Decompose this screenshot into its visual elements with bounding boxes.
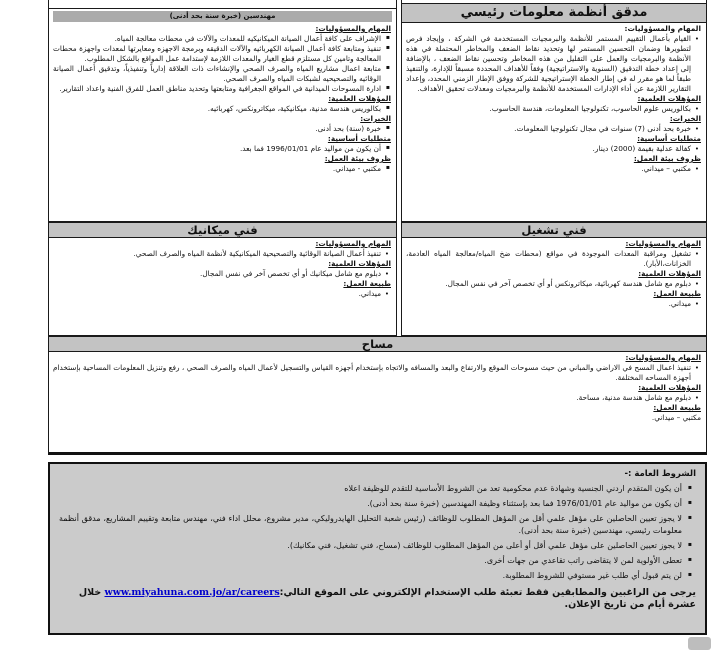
work-environment-heading: ظروف بيئة العمل:: [633, 154, 701, 163]
duty-item: • القيام بأعمال التقييم المستمر للأنظمة والبرمجيات المستخدمة في الشركة ، وإيجاد فرص لتطويرها وضمان التحسين المستمر لها وتحديد نقاط الضعف والمخاطر المحتملة في هذه الأنظمة والبرمجيات والعمل على التقليل من هذه المخاطر وتحسين نقاط الضعف ، بالإضافة إلى إعداد خطة التدقيق (السنوية والاستراتيجية) وفقاً للأهداف المحددة مسبقاً للإدارة، والتنفيذ طبقاً لما هو مقرر له في إطار الخطة الإستراتيجية للشركة ووفق الإطار الزمني المحدد، وإعداد التقارير اللازمة عن أداء الإدارات المستخدمة للأنظمة والبرمجيات ومعدلات تحقيق الأهداف.: [406, 34, 701, 94]
experience-item: ▪ خبرة (سنة) بحد أدنى.: [53, 124, 391, 134]
qualifications-heading: المؤهلات العلمية:: [637, 94, 701, 103]
job-title-surveyor: مساح: [49, 337, 706, 352]
job-card-engineers: [48, 8, 397, 222]
job-card-surveyor: [48, 336, 707, 455]
qualifications-heading: المؤهلات العلمية:: [638, 383, 701, 392]
job-title-it-auditor: مدقق أنظمة معلومات رئيسي: [402, 4, 706, 23]
job-card-operator: [401, 222, 707, 336]
basic-requirement-item: • كفالة عدلية بقيمة (2000) دينار.: [406, 144, 701, 154]
closing-text-after-link: خلال عشرة أيام من تاريخ الإعلان.: [78, 587, 696, 610]
work-nature-heading: طبيعة العمل:: [653, 403, 701, 412]
duties-heading: المهام والمسؤوليات:: [625, 239, 701, 248]
duty-item: ▪ الإشراف على كافة أعمال الصيانة الميكانيكيه للمعدات والآلات في محطات معالجة المياه.: [53, 34, 391, 44]
job-title-engineers: مهندسين (خبرة سنة بحد أدنى): [53, 11, 392, 22]
qualification-item: • دبلوم مع شامل هندسة كهربائية، ميكاترونكس أو أي تخصص آخر في نفس المجال.: [406, 279, 701, 289]
work-environment-item: ▪ مكتبي - ميداني.: [53, 164, 391, 174]
term-item: ▪ أن يكون المتقدم اردني الجنسية وشهادة عدم محكومية تعد من الشروط الأساسية للتقدم للوظيفة اعلاه: [59, 483, 696, 495]
duties-heading: المهام والمسؤوليات:: [315, 239, 391, 248]
work-environment-item: • مكتبي – ميداني.: [406, 164, 701, 174]
page-shadow: [688, 637, 711, 650]
job-title-mechanic: فني ميكانيك: [49, 223, 396, 238]
experience-item: • خبرة بحد أدنى (7) سنوات في مجال تكنولوجيا المعلومات.: [406, 124, 701, 134]
closing-text-before-link: يرجى من الراغبين والمطابقين فقط تعبئة طلب الإستخدام الإلكتروني على الموقع التالي:: [279, 587, 696, 598]
duty-item: ▪ متابعة اعمال مشاريع المياه والصرف الصحي والإنشاءات ذات العلاقة إدارياً وتنفيذياً، وتدقيق أعمال الصيانة الوقائيه والتصحيحيه لشبكات المياه والصرف الصحي.: [53, 64, 391, 84]
duties-heading: المهام والمسؤوليات:: [624, 24, 701, 33]
work-nature-item: • ميداني.: [406, 299, 701, 309]
application-instructions: [59, 587, 696, 611]
work-nature-heading: طبيعة العمل:: [343, 279, 391, 288]
duty-item: • تنفيذ اعمال المسح في الاراضي والمباني من حيث مسوحات الموقع والارتفاع والبعد والمسافه والاتجاه بإستخدام أجهزه القياس والتسجيل لأعمال المياه والصرف الصحي ، رفع وتنزيل المعلومات المساحية بإستخدام أجهزة المساحه المختلفة.: [53, 363, 701, 383]
duty-item: • تشغيل ومراقبة المعدات الموجودة في مواقع (محطات ضخ المياه/معالجة المياه العادمة، الخزانات،الأبار).: [406, 249, 701, 269]
qualification-item: • دبلوم مع شامل هندسة مدنية، مساحة.: [53, 393, 701, 403]
term-item: ▪ لا يجوز تعيين الحاصلين على مؤهل علمي أقل من المؤهل المطلوب للوظائف (رئيس شعبة التحليل الهايدروليكي، مدير مشروع، محلل اداء فني، مهندس متابعة وتقييم المشاريع، مدقق أنظمة معلومات رئيسي، مهندسين (خبرة سنة بحد أدنى).: [59, 513, 696, 537]
qualifications-heading: المؤهلات العلمية:: [328, 259, 391, 268]
qualifications-heading: المؤهلات العلمية:: [328, 94, 391, 103]
duties-heading: المهام والمسؤوليات:: [315, 24, 391, 33]
job-card-it-auditor: [401, 3, 707, 222]
table-border-stub: [396, 0, 397, 8]
job-title-operator: فني تشغيل: [402, 223, 706, 238]
work-environment-heading: ظروف بيئة العمل:: [324, 154, 391, 163]
job-card-mechanic: [48, 222, 397, 336]
work-nature-item: مكتبي – ميداني.: [651, 413, 701, 422]
duty-item: • تنفيذ أعمال الصيانة الوقائية والتصحيحية الميكانيكية لأنظمة المياه والصرف الصحي.: [53, 249, 391, 259]
experience-heading: الخبرات:: [669, 114, 701, 123]
qualification-item: ▪ بكالوريس هندسة مدنية، ميكانيكية، ميكاترونكس، كهربائيه.: [53, 104, 391, 114]
term-item: ▪ تعطى الأولوية لمن لا يتقاضى راتب تقاعدي من جهات أخرى.: [59, 555, 696, 567]
duty-item: ▪ تنفيذ ومتابعة كافة أعمال الصيانة الكهربائيه والآلات الدقيقه وبرمجة الاجهزه ومعايرتها لمعدات واجهزة محطات المعالجة وتامين كل مستلزم قطع الغيار والمعدات اللازمة لإستدامة عمل المواقع بالشكل المطلوب.: [53, 44, 391, 64]
careers-link[interactable]: www.miyahuna.com.jo/ar/careers: [104, 587, 280, 598]
qualification-item: • دبلوم مع شامل ميكانيك أو أي تخصص آخر في نفس المجال.: [53, 269, 391, 279]
table-border-stub: [48, 0, 49, 8]
duties-heading: المهام والمسؤوليات:: [625, 353, 701, 362]
work-nature-item: • ميداني.: [53, 289, 391, 299]
term-item: ▪ لا يجوز تعيين الحاصلين على مؤهل علمي أقل أو أعلى من المؤهل المطلوب للوظائف (مساح، فني تشغيل، فني مكانيك).: [59, 540, 696, 552]
qualification-item: • بكالوريس علوم الحاسوب، تكنولوجيا المعلومات، هندسة الحاسوب.: [406, 104, 701, 114]
basic-requirements-heading: متطلبات أساسية:: [637, 134, 701, 143]
basic-requirement-item: ▪ أن يكون من مواليد عام 1996/01/01 فما بعد.: [53, 144, 391, 154]
term-item: ▪ أن يكون من مواليد عام 1976/01/01 فما بعد بإستثناء وظيفة المهندسين (خبرة سنة بحد أدنى).: [59, 498, 696, 510]
duty-item: ▪ ادارة المسوحات الميدانية في المواقع الجغرافية ومتابعتها وتحديد مناطق العمل للفرق الفنية واعداد التقارير.: [53, 84, 391, 94]
term-item: ▪ لن يتم قبول أي طلب غير مستوفي للشروط المطلوبة.: [59, 570, 696, 582]
general-terms-box: [48, 462, 707, 635]
qualifications-heading: المؤهلات العلمية:: [638, 269, 701, 278]
work-nature-heading: طبيعة العمل:: [653, 289, 701, 298]
basic-requirements-heading: متطلبات أساسية:: [327, 134, 391, 143]
experience-heading: الخبرات:: [360, 114, 391, 123]
general-terms-title: الشروط العامة :-: [624, 469, 696, 479]
